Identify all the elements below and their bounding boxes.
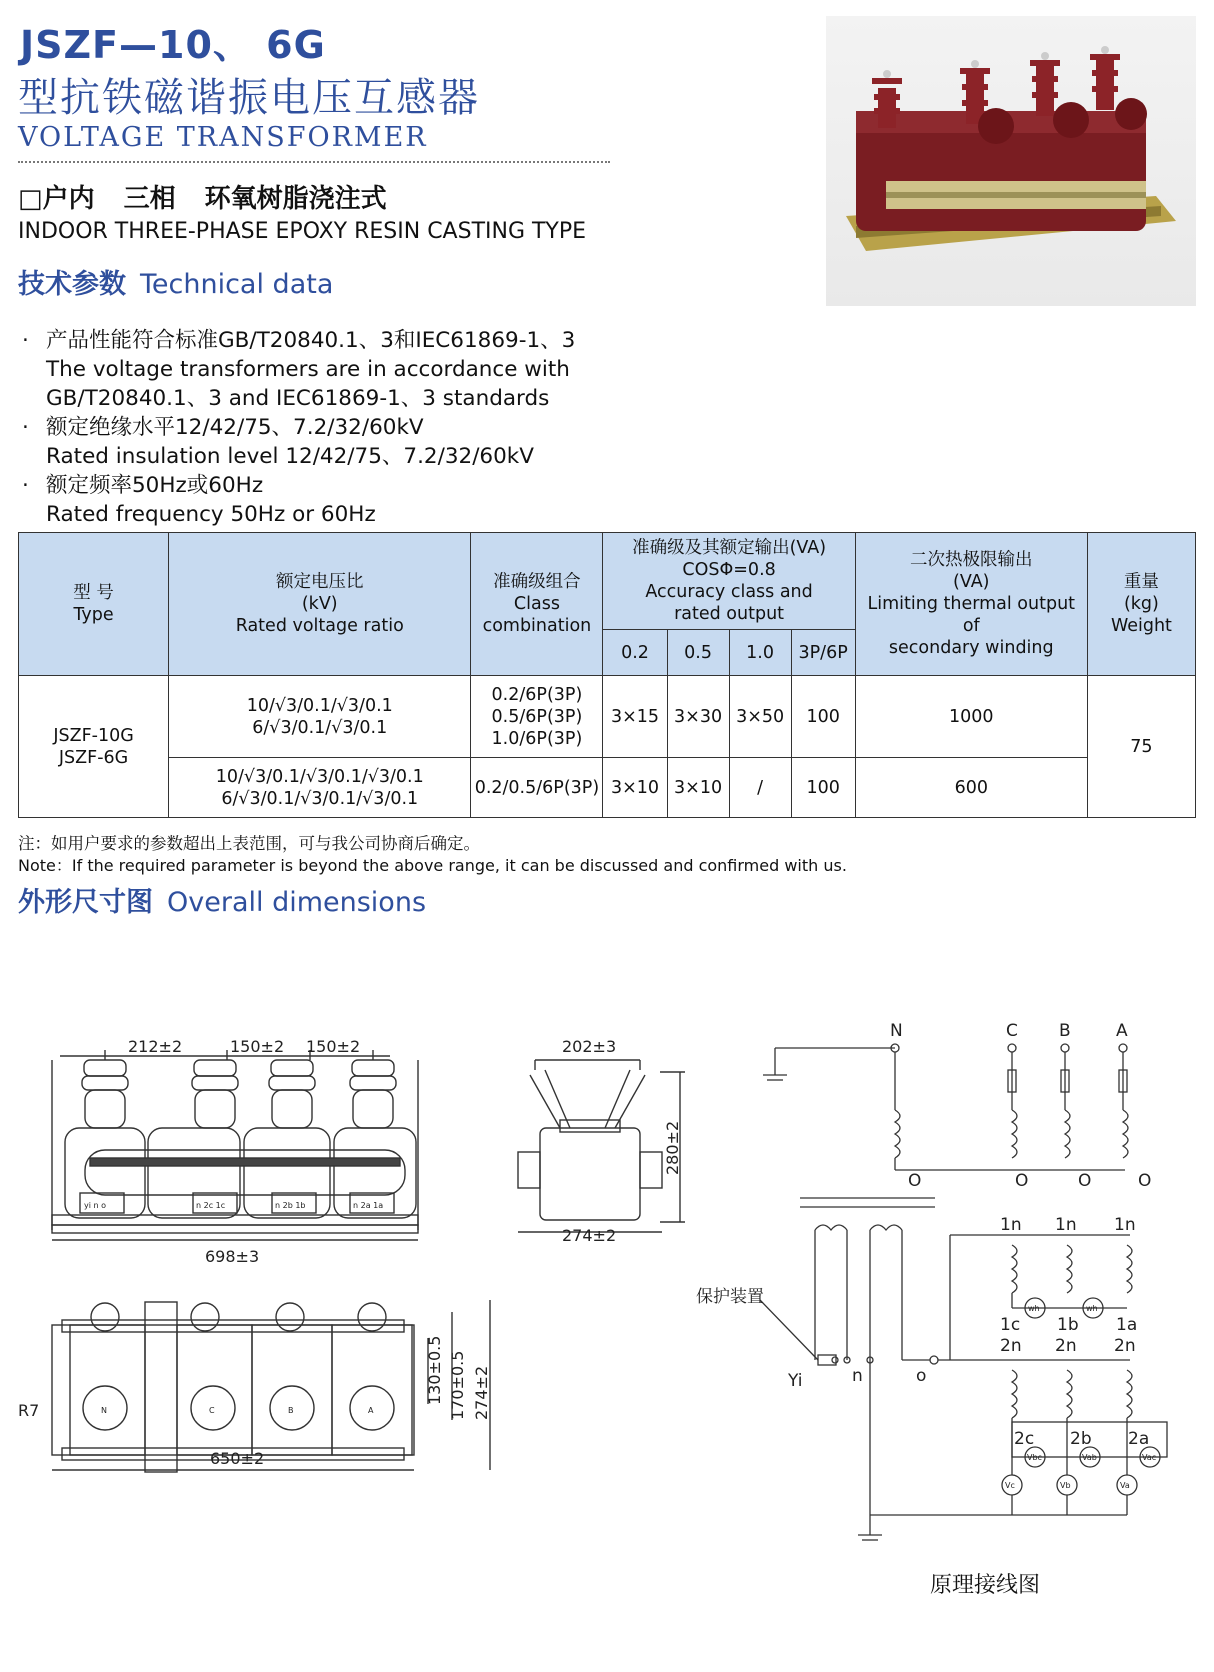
- dim-plan-1: 130±0.5: [425, 1335, 444, 1405]
- header-ratio: 额定电压比 (kV) Rated voltage ratio: [169, 533, 471, 676]
- plan-label-c: C: [209, 1406, 215, 1415]
- plan-label-b: B: [288, 1406, 294, 1415]
- header-weight: 重量 (kg) Weight: [1087, 533, 1195, 676]
- header-acc-02: 0.2: [603, 630, 667, 676]
- meter-va: Va: [1120, 1481, 1130, 1490]
- schematic-a: A: [1116, 1021, 1128, 1041]
- schematic-n-low: n: [852, 1366, 863, 1386]
- meter-vc: Vc: [1005, 1481, 1015, 1490]
- meter-vb: Vb: [1060, 1481, 1071, 1490]
- dim-plan-radius: R7: [18, 1401, 40, 1420]
- header-acc-05: 0.5: [667, 630, 729, 676]
- note-chinese: 注：如用户要求的参数超出上表范围，可与我公司协商后确定。: [18, 834, 480, 853]
- cell-05-row2: 3×10: [667, 758, 729, 818]
- title-english: VOLTAGE TRANSFORMER: [18, 122, 428, 153]
- cell-3p-row1: 100: [791, 676, 855, 758]
- cell-ratio-row2: 10/√3/0.1/√3/0.1/√3/0.1 6/√3/0.1/√3/0.1/√3/0.1: [169, 758, 471, 818]
- cell-ratio-row1: 10/√3/0.1/√3/0.1 6/√3/0.1/√3/0.1: [169, 676, 471, 758]
- terminal-2: n 2c 1c: [196, 1201, 226, 1210]
- schematic-2c: 2c: [1014, 1429, 1035, 1449]
- dim-side-top: 202±3: [562, 1037, 617, 1056]
- bullet: ·: [22, 415, 29, 440]
- bullet: ·: [22, 328, 29, 353]
- schematic-2a: 2a: [1128, 1429, 1150, 1449]
- schematic-1c: 1c: [1000, 1315, 1021, 1335]
- schematic-n: N: [890, 1021, 903, 1041]
- title-chinese: 型抗铁磁谐振电压互感器: [18, 75, 480, 121]
- schematic-yi: Yi: [788, 1371, 803, 1391]
- front-view: [52, 1050, 418, 1240]
- note-english: Note：If the required parameter is beyond the above range, it can be discussed and confirmed with us.: [18, 856, 847, 875]
- cell-02-row1: 3×15: [603, 676, 667, 758]
- schematic-o-2: O: [1015, 1171, 1029, 1191]
- schematic-b: B: [1059, 1021, 1071, 1041]
- schematic-1b: 1b: [1057, 1315, 1079, 1335]
- dimensions-title-en: Overall dimensions: [167, 887, 427, 918]
- dim-front-total: 698±3: [205, 1247, 260, 1266]
- schematic-o-low: o: [916, 1366, 927, 1386]
- schematic-o-4: O: [1138, 1171, 1152, 1191]
- dim-front-2: 150±2: [230, 1037, 285, 1056]
- cell-05-row1: 3×30: [667, 676, 729, 758]
- plan-label-n: N: [101, 1406, 107, 1415]
- meter-wh-1: wh: [1028, 1304, 1040, 1313]
- schematic-2n-1: 2n: [1000, 1336, 1022, 1356]
- model-title: JSZF—10、 6G: [20, 23, 326, 67]
- meter-vbc: Vbc: [1027, 1453, 1042, 1462]
- terminal-3: n 2b 1b: [275, 1201, 306, 1210]
- header-type: 型 号 Type: [19, 533, 169, 676]
- cell-10-row2: /: [729, 758, 791, 818]
- dimensions-title-cn: 外形尺寸图: [18, 887, 153, 918]
- schematic-caption: 原理接线图: [930, 1573, 1041, 1598]
- schematic-1a: 1a: [1116, 1315, 1138, 1335]
- header-acc-3p6p: 3P/6P: [791, 630, 855, 676]
- meter-wh-2: wh: [1086, 1304, 1098, 1313]
- terminal-4: n 2a 1a: [353, 1201, 384, 1210]
- schematic-c: C: [1006, 1021, 1018, 1041]
- schematic-o-1: O: [908, 1171, 922, 1191]
- cell-thermal-row1: 1000: [855, 676, 1087, 758]
- plan-label-a: A: [368, 1406, 374, 1415]
- dim-plan-3: 274±2: [472, 1365, 491, 1420]
- cell-3p-row2: 100: [791, 758, 855, 818]
- cell-class-row1: 0.2/6P(3P) 0.5/6P(3P) 1.0/6P(3P): [471, 676, 603, 758]
- cell-weight: 75: [1087, 676, 1195, 818]
- meter-vab: Vab: [1082, 1453, 1097, 1462]
- header-thermal: 二次热极限输出 (VA) Limiting thermal output of secondary winding: [855, 533, 1087, 676]
- bullet: ·: [22, 473, 29, 498]
- schematic-o-3: O: [1078, 1171, 1092, 1191]
- dim-side-width: 274±2: [562, 1226, 617, 1245]
- type-chinese: □户内 三相 环氧树脂浇注式: [18, 184, 387, 214]
- technical-title-en: Technical data: [140, 269, 334, 300]
- type-english: INDOOR THREE-PHASE EPOXY RESIN CASTING TYPE: [18, 219, 587, 244]
- schematic-1n-2: 1n: [1055, 1215, 1077, 1235]
- cell-model: JSZF-10G JSZF-6G: [19, 676, 169, 818]
- header-accuracy: 准确级及其额定输出(VA) COSΦ=0.8 Accuracy class and rated output: [603, 533, 855, 630]
- dim-plan-2: 170±0.5: [448, 1350, 467, 1420]
- dim-side-height: 280±2: [663, 1120, 682, 1175]
- wiring-schematic: [760, 1044, 1167, 1540]
- schematic-2n-3: 2n: [1114, 1336, 1136, 1356]
- dim-front-3: 150±2: [306, 1037, 361, 1056]
- terminal-1: yi n o: [84, 1201, 107, 1210]
- dim-front-1: 212±2: [128, 1037, 183, 1056]
- side-view: [518, 1060, 685, 1232]
- schematic-2n-2: 2n: [1055, 1336, 1077, 1356]
- cell-02-row2: 3×10: [603, 758, 667, 818]
- cell-thermal-row2: 600: [855, 758, 1087, 818]
- cell-10-row1: 3×50: [729, 676, 791, 758]
- dim-plan-total: 650±2: [210, 1449, 265, 1468]
- schematic-2b: 2b: [1070, 1429, 1092, 1449]
- schematic-protection: 保护装置: [696, 1287, 764, 1307]
- technical-title-cn: 技术参数: [18, 269, 126, 300]
- header-acc-10: 1.0: [729, 630, 791, 676]
- header-class: 准确级组合 Class combination: [471, 533, 603, 676]
- meter-vac: Vac: [1142, 1453, 1157, 1462]
- schematic-1n-1: 1n: [1000, 1215, 1022, 1235]
- cell-class-row2: 0.2/0.5/6P(3P): [471, 758, 603, 818]
- schematic-1n-3: 1n: [1114, 1215, 1136, 1235]
